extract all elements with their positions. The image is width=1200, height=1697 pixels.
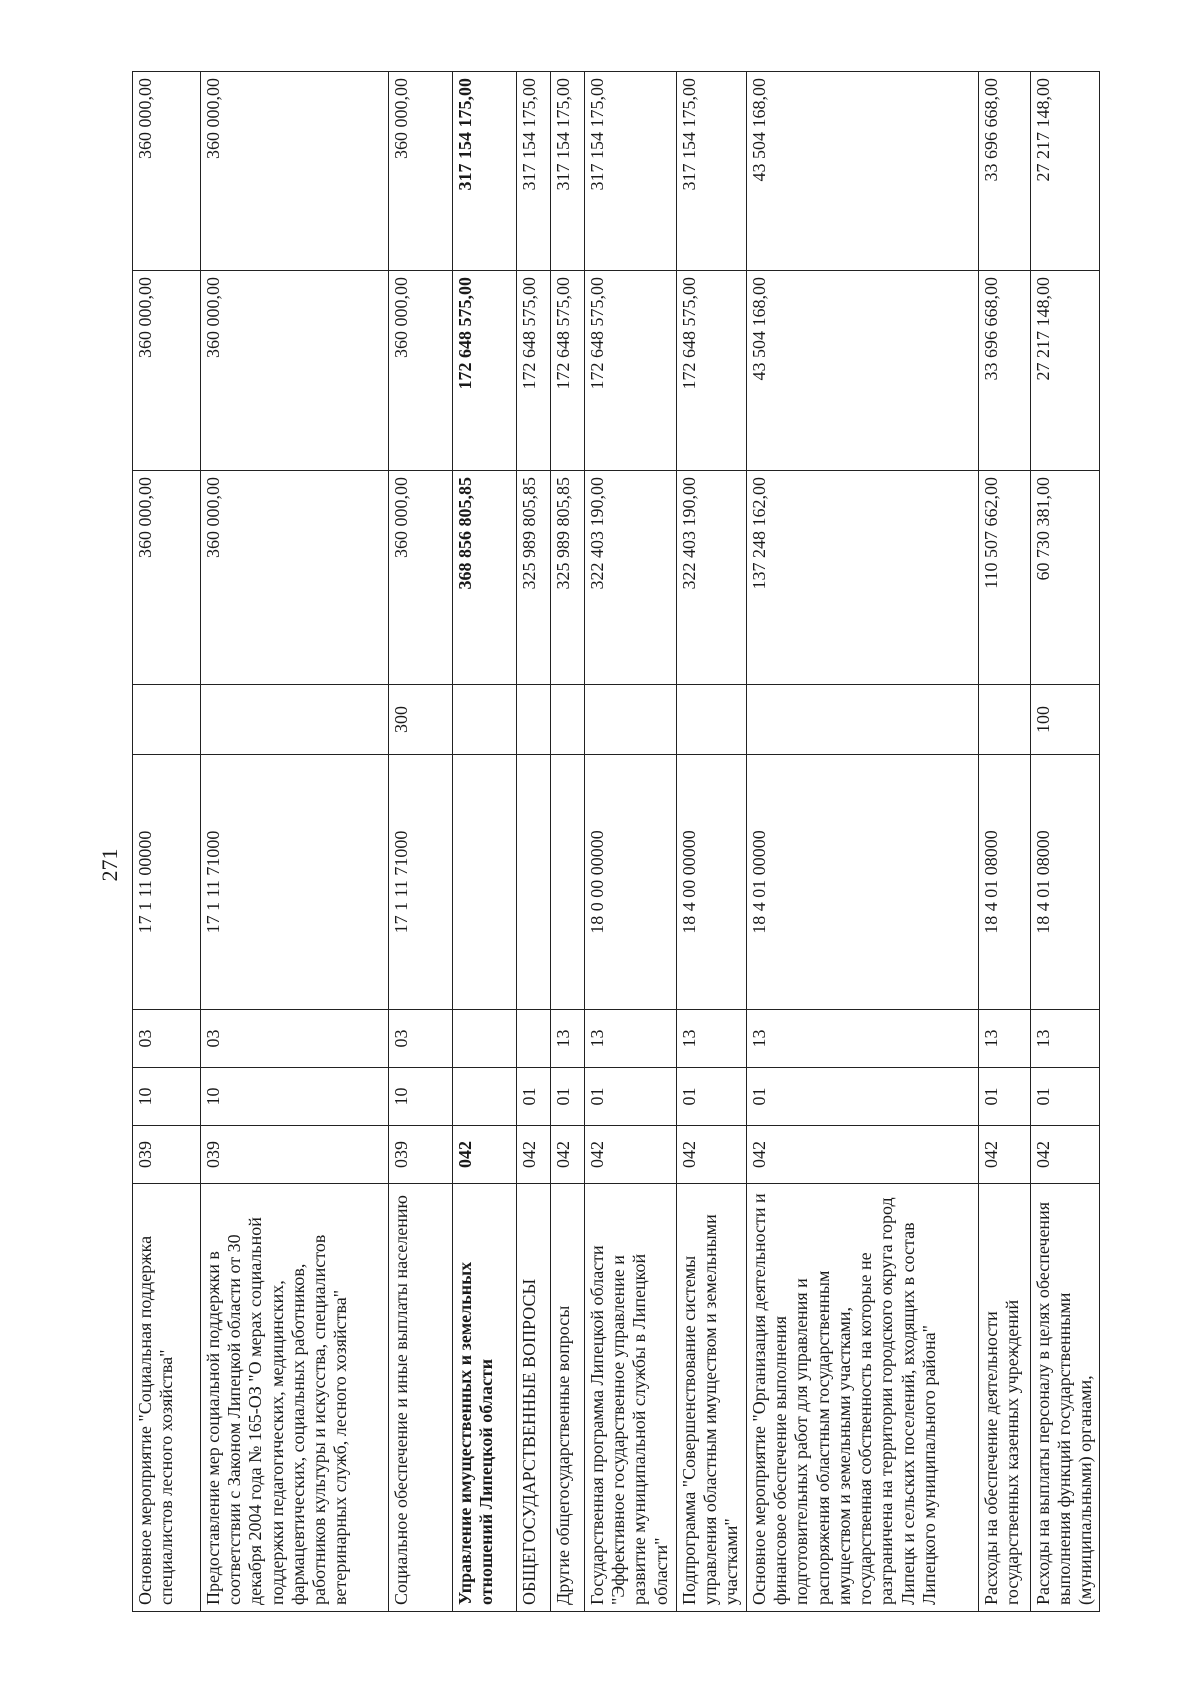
year3-amount-cell: 33 696 668,00 xyxy=(979,72,1031,271)
year1-amount-cell: 110 507 662,00 xyxy=(979,471,1031,685)
admin-code-cell: 042 xyxy=(979,1126,1031,1184)
year1-amount-cell: 325 989 805,85 xyxy=(517,471,551,685)
expense-type-cell xyxy=(585,685,677,755)
table-row xyxy=(551,72,585,1612)
subsection-cell: 13 xyxy=(585,1010,677,1068)
budget-table-rotated xyxy=(132,72,1096,1612)
page-number: 271 xyxy=(97,848,122,882)
table-row xyxy=(201,72,389,1612)
expense-type-cell xyxy=(747,685,979,755)
year2-amount-cell: 172 648 575,00 xyxy=(453,271,517,471)
year1-amount-cell: 60 730 381,00 xyxy=(1031,471,1100,685)
admin-code-cell: 042 xyxy=(551,1126,585,1184)
target-article-cell xyxy=(551,755,585,1010)
section-cell: 10 xyxy=(201,1068,389,1126)
subsection-cell: 13 xyxy=(979,1010,1031,1068)
year3-amount-cell: 360 000,00 xyxy=(201,72,389,271)
subsection-cell xyxy=(517,1010,551,1068)
year3-amount-cell: 317 154 175,00 xyxy=(517,72,551,271)
target-article-cell xyxy=(517,755,551,1010)
expense-type-cell xyxy=(453,685,517,755)
year3-amount-cell: 27 217 148,00 xyxy=(1031,72,1100,271)
expense-type-cell xyxy=(979,685,1031,755)
section-cell: 01 xyxy=(747,1068,979,1126)
table-row xyxy=(517,72,551,1612)
year3-amount-cell: 317 154 175,00 xyxy=(453,72,517,271)
subsection-cell: 03 xyxy=(133,1010,201,1068)
section-cell: 10 xyxy=(389,1068,453,1126)
admin-code-cell: 042 xyxy=(453,1126,517,1184)
admin-code-cell: 042 xyxy=(585,1126,677,1184)
section-cell: 01 xyxy=(1031,1068,1100,1126)
year3-amount-cell: 43 504 168,00 xyxy=(747,72,979,271)
year2-amount-cell: 172 648 575,00 xyxy=(677,271,747,471)
admin-code-cell: 042 xyxy=(677,1126,747,1184)
year3-amount-cell: 317 154 175,00 xyxy=(551,72,585,271)
year2-amount-cell: 33 696 668,00 xyxy=(979,271,1031,471)
year2-amount-cell: 172 648 575,00 xyxy=(585,271,677,471)
table-row xyxy=(979,72,1031,1612)
year1-amount-cell: 360 000,00 xyxy=(389,471,453,685)
section-cell: 01 xyxy=(979,1068,1031,1126)
table-row xyxy=(453,72,517,1612)
row-name: Социальное обеспечение и иные выплаты населению xyxy=(389,1184,453,1612)
expense-type-cell xyxy=(133,685,201,755)
target-article-cell: 18 4 01 08000 xyxy=(979,755,1031,1010)
table-row xyxy=(585,72,677,1612)
budget-table xyxy=(132,71,1100,1612)
admin-code-cell: 042 xyxy=(1031,1126,1100,1184)
year1-amount-cell: 322 403 190,00 xyxy=(585,471,677,685)
year2-amount-cell: 360 000,00 xyxy=(201,271,389,471)
section-cell: 01 xyxy=(585,1068,677,1126)
subsection-cell: 03 xyxy=(389,1010,453,1068)
target-article-cell: 18 0 00 00000 xyxy=(585,755,677,1010)
admin-code-cell: 039 xyxy=(133,1126,201,1184)
section-cell: 01 xyxy=(517,1068,551,1126)
table-row xyxy=(677,72,747,1612)
section-cell: 01 xyxy=(551,1068,585,1126)
target-article-cell: 18 4 01 08000 xyxy=(1031,755,1100,1010)
row-name: Основное мероприятие "Организация деятельности и финансовое обеспечение выполнения подготовительных работ для управления и распоряжения областным государственным имуществом и земельными участками, государственная собственность на которые не разграничена на территории городского округа город Липецк и сельских поселений, входящих в состав Липецкого муниципального района" xyxy=(747,1184,979,1612)
table-row xyxy=(389,72,453,1612)
expense-type-cell xyxy=(677,685,747,755)
expense-type-cell: 300 xyxy=(389,685,453,755)
admin-code-cell: 042 xyxy=(747,1126,979,1184)
row-name: Подпрограмма "Совершенствование системы управления областным имуществом и земельными участками" xyxy=(677,1184,747,1612)
target-article-cell: 18 4 01 00000 xyxy=(747,755,979,1010)
year1-amount-cell: 360 000,00 xyxy=(201,471,389,685)
subsection-cell: 03 xyxy=(201,1010,389,1068)
row-name: ОБЩЕГОСУДАРСТВЕННЫЕ ВОПРОСЫ xyxy=(517,1184,551,1612)
year1-amount-cell: 137 248 162,00 xyxy=(747,471,979,685)
year1-amount-cell: 325 989 805,85 xyxy=(551,471,585,685)
year3-amount-cell: 360 000,00 xyxy=(133,72,201,271)
subsection-cell: 13 xyxy=(551,1010,585,1068)
year2-amount-cell: 360 000,00 xyxy=(133,271,201,471)
target-article-cell xyxy=(453,755,517,1010)
target-article-cell: 17 1 11 00000 xyxy=(133,755,201,1010)
subsection-cell: 13 xyxy=(747,1010,979,1068)
year3-amount-cell: 317 154 175,00 xyxy=(585,72,677,271)
subsection-cell xyxy=(453,1010,517,1068)
year2-amount-cell: 43 504 168,00 xyxy=(747,271,979,471)
year1-amount-cell: 368 856 805,85 xyxy=(453,471,517,685)
subsection-cell: 13 xyxy=(1031,1010,1100,1068)
section-cell: 01 xyxy=(677,1068,747,1126)
section-cell: 10 xyxy=(133,1068,201,1126)
target-article-cell: 18 4 00 00000 xyxy=(677,755,747,1010)
table-row xyxy=(1031,72,1100,1612)
year2-amount-cell: 172 648 575,00 xyxy=(551,271,585,471)
row-name: Предоставление мер социальной поддержки в соответствии с Законом Липецкой области от 30 декабря 2004 года № 165-ОЗ "О мерах социальной поддержки педагогических, медицинских, фармацевтических, социальных работников, работников культуры и искусства, специалистов ветеринарных служб, лесного хозяйства" xyxy=(201,1184,389,1612)
year2-amount-cell: 172 648 575,00 xyxy=(517,271,551,471)
expense-type-cell: 100 xyxy=(1031,685,1100,755)
target-article-cell: 17 1 11 71000 xyxy=(389,755,453,1010)
year3-amount-cell: 317 154 175,00 xyxy=(677,72,747,271)
subsection-cell: 13 xyxy=(677,1010,747,1068)
target-article-cell: 17 1 11 71000 xyxy=(201,755,389,1010)
admin-code-cell: 039 xyxy=(389,1126,453,1184)
table-row xyxy=(133,72,201,1612)
admin-code-cell: 042 xyxy=(517,1126,551,1184)
admin-code-cell: 039 xyxy=(201,1126,389,1184)
row-name: Государственная программа Липецкой области "Эффективное государственное управление и развитие муниципальной службы в Липецкой области" xyxy=(585,1184,677,1612)
row-name: Расходы на выплаты персоналу в целях обеспечения выполнения функций государственными (муниципальными) органами, xyxy=(1031,1184,1100,1612)
expense-type-cell xyxy=(201,685,389,755)
row-name: Управление имущественных и земельных отношений Липецкой области xyxy=(453,1184,517,1612)
year2-amount-cell: 27 217 148,00 xyxy=(1031,271,1100,471)
row-name: Другие общегосударственные вопросы xyxy=(551,1184,585,1612)
expense-type-cell xyxy=(517,685,551,755)
year3-amount-cell: 360 000,00 xyxy=(389,72,453,271)
year1-amount-cell: 322 403 190,00 xyxy=(677,471,747,685)
table-row xyxy=(747,72,979,1612)
row-name: Расходы на обеспечение деятельности государственных казенных учреждений xyxy=(979,1184,1031,1612)
year1-amount-cell: 360 000,00 xyxy=(133,471,201,685)
section-cell xyxy=(453,1068,517,1126)
row-name: Основное мероприятие "Социальная поддержка специалистов лесного хозяйства" xyxy=(133,1184,201,1612)
expense-type-cell xyxy=(551,685,585,755)
year2-amount-cell: 360 000,00 xyxy=(389,271,453,471)
